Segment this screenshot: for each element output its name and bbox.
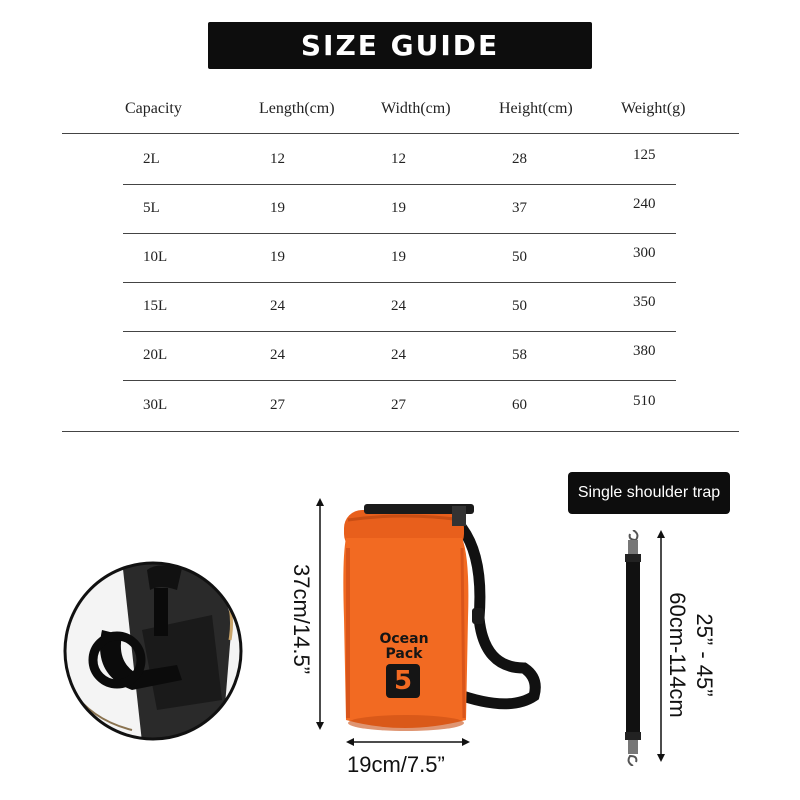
table-cell-length: 12 bbox=[270, 151, 285, 167]
table-cell-height: 37 bbox=[512, 200, 527, 216]
table-cell-weight: 380 bbox=[633, 343, 656, 359]
bag-brand-line1: Ocean bbox=[379, 631, 429, 647]
table-cell-height: 58 bbox=[512, 347, 527, 363]
strap-badge bbox=[568, 472, 730, 514]
bag-brand-number-box bbox=[386, 664, 420, 698]
table-cell-width: 19 bbox=[391, 200, 406, 216]
header-weight: Weight(g) bbox=[621, 100, 686, 117]
header-height: Height(cm) bbox=[499, 100, 573, 117]
table-row-divider bbox=[123, 233, 676, 234]
table-cell-capacity: 15L bbox=[143, 298, 168, 314]
bag-brand-logo bbox=[374, 632, 434, 662]
header-capacity: Capacity bbox=[125, 100, 182, 117]
table-bottom-rule bbox=[62, 431, 739, 432]
table-cell-length: 24 bbox=[270, 347, 285, 363]
table-cell-width: 24 bbox=[391, 298, 406, 314]
table-cell-width: 12 bbox=[391, 151, 406, 167]
strap-badge-label: Single shoulder trap bbox=[577, 484, 721, 501]
table-cell-width: 27 bbox=[391, 397, 406, 413]
table-cell-capacity: 2L bbox=[143, 151, 160, 167]
shoulder-strap-image bbox=[618, 530, 648, 766]
table-cell-length: 27 bbox=[270, 397, 285, 413]
dry-bag-image bbox=[334, 498, 544, 740]
table-row-divider bbox=[123, 184, 676, 185]
height-dimension-label: 37cm/14.5” bbox=[289, 563, 314, 675]
table-cell-length: 19 bbox=[270, 200, 285, 216]
bag-brand-number: 5 bbox=[393, 666, 413, 696]
table-cell-height: 50 bbox=[512, 298, 527, 314]
table-cell-weight: 350 bbox=[633, 294, 656, 310]
strap-length-inches-label: 25” - 45” bbox=[692, 613, 717, 697]
title-banner bbox=[208, 22, 592, 69]
table-cell-length: 24 bbox=[270, 298, 285, 314]
height-dimension-line bbox=[312, 498, 328, 730]
strap-length-cm-label: 60cm-114cm bbox=[665, 592, 690, 718]
table-cell-width: 19 bbox=[391, 249, 406, 265]
table-row-divider bbox=[123, 282, 676, 283]
table-cell-weight: 125 bbox=[633, 147, 656, 163]
width-dimension-line bbox=[346, 735, 470, 749]
table-cell-width: 24 bbox=[391, 347, 406, 363]
bag-brand-line2: Pack bbox=[385, 646, 423, 662]
width-dimension-label: 19cm/7.5” bbox=[347, 752, 445, 777]
table-top-rule bbox=[62, 133, 739, 134]
table-cell-capacity: 10L bbox=[143, 249, 168, 265]
table-cell-height: 50 bbox=[512, 249, 527, 265]
table-cell-weight: 240 bbox=[633, 196, 656, 212]
table-row-divider bbox=[123, 380, 676, 381]
table-cell-height: 28 bbox=[512, 151, 527, 167]
table-cell-length: 19 bbox=[270, 249, 285, 265]
table-cell-capacity: 20L bbox=[143, 347, 168, 363]
table-cell-height: 60 bbox=[512, 397, 527, 413]
table-cell-capacity: 5L bbox=[143, 200, 160, 216]
buckle-detail-image bbox=[62, 560, 244, 742]
header-width: Width(cm) bbox=[381, 100, 451, 117]
table-cell-capacity: 30L bbox=[143, 397, 168, 413]
table-cell-weight: 300 bbox=[633, 245, 656, 261]
page-title: SIZE GUIDE bbox=[300, 29, 500, 62]
table-cell-weight: 510 bbox=[633, 393, 656, 409]
header-length: Length(cm) bbox=[259, 100, 335, 117]
table-row-divider bbox=[123, 331, 676, 332]
